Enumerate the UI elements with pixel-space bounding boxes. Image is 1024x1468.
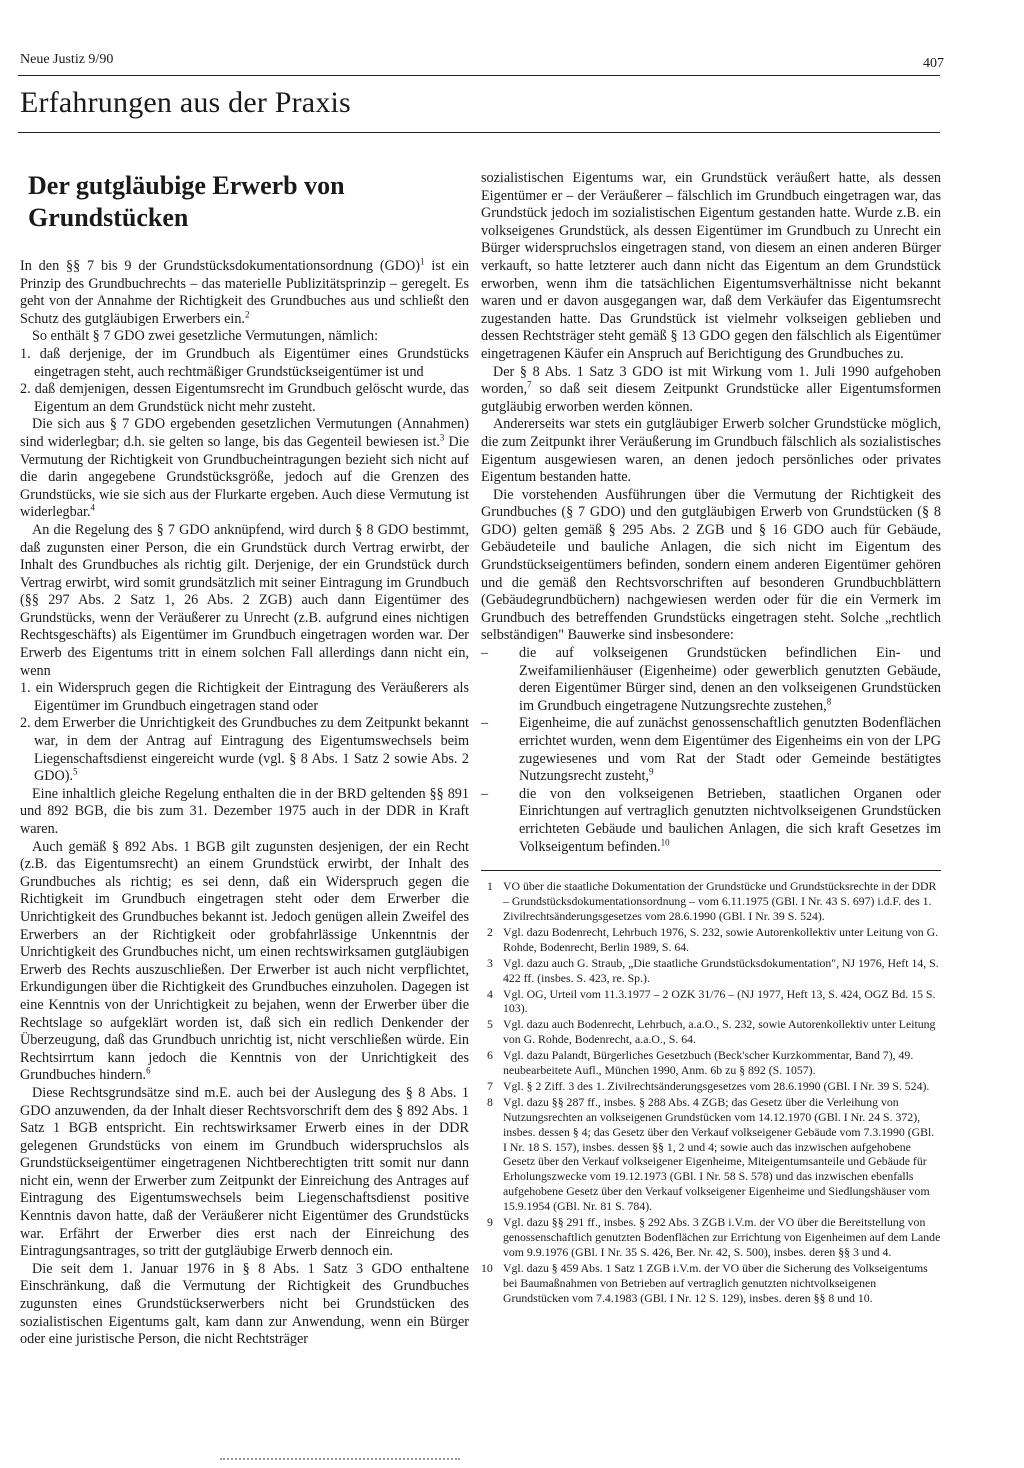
paragraph: Der § 8 Abs. 1 Satz 3 GDO ist mit Wirkung vom 1. Juli 1990 aufgehoben worden,$^7$ so daß seit diesem Zeitpunkt Grundstücke aller Eigentumsformen gutgläubig erworben werden können. — [481, 363, 941, 415]
paragraph: An die Regelung des § 7 GDO anknüpfend, wird durch § 8 GDO bestimmt, daß zugunsten einer Person, die ein Grundstück durch Vertrag erwirbt, der Inhalt des Grundbuches als richtig gilt. Derjenige, der ein Grundstück durch Vertrag erwirbt, wird somit grundsätzlich mit seiner Eintragung im Grundbuch (§§ 297 Abs. 2 Satz 1, 26 Abs. 2 ZGB) auch dann Eigentümer des Grundstücks, wenn der Veräußerer zu Unrecht (z.B. aufgrund eines nichtigen Rechtsgeschäfts) als Eigentümer im Grundbuch eingetragen worden war. Der Erwerb des Eigentums tritt in einem solchen Fall allerdings dann nicht ein, wenn — [20, 521, 469, 679]
footnote-number: 8 — [487, 1094, 493, 1109]
footnote-number: 6 — [487, 1048, 493, 1063]
footnote-text: Vgl. dazu auch G. Straub, „Die staatliche Grundstücksdokumentation", NJ 1976, Heft 14, S. 422 ff. (insbes. S. 423, re. Sp.). — [503, 955, 939, 985]
page-number: 407 — [923, 56, 944, 71]
footnote-item — [481, 1079, 941, 1094]
footnote-item — [481, 1048, 941, 1078]
footnote-item — [481, 879, 941, 924]
section-title: Erfahrungen aus der Praxis — [20, 86, 351, 119]
footnote-text: Vgl. OG, Urteil vom 11.3.1977 – 2 OZK 31/76 – (NJ 1977, Heft 13, S. 424, OGZ Bd. 15 S. 103). — [503, 986, 936, 1016]
footnote-ref[interactable]: 6 — [146, 1065, 151, 1076]
section-rule — [18, 132, 940, 133]
footnote-number: 3 — [487, 955, 493, 970]
footnote-number: 10 — [481, 1260, 493, 1275]
footnote-item — [481, 1215, 941, 1260]
list-item: – die von den volkseigenen Betrieben, staatlichen Organen oder Einrichtungen auf vertraglich genutzten nichtvolkseigenen Grundstücken errichteten Gebäude und baulichen Anlagen, die sich kraft Gesetzes im Volkseigentum befinden.$^{10}$ — [481, 786, 941, 856]
footnote-text: Vgl. dazu §§ 287 ff., insbes. § 288 Abs. 4 ZGB; das Gesetz über die Verleihung von Nutzungsrechten an volkseigenen Grundstücken vom 14.12.1970 (GBl. I Nr. 24 S. 372), insbes. dessen § 4; das Gesetz über den Verkauf volkseigener Gebäude vom 7.3.1990 (GBl. I Nr. 18 S. 157), insbes. dessen §§ 1, 2 und 4; sowie auch das inzwischen aufgehobene Gesetz über den Verkauf volkseigener Eigenheime, Miteigentumsanteile und Gebäude für Erholungszwecke vom 19.12.1973 (GBl. I Nr. 58 S. 578) und das inzwischen ebenfalls aufgehobene Gesetz über den Verkauf volkseigener Eigenheime und Siedlungshäuser vom 15.9.1954 (GBl. Nr. 81 S. 784). — [503, 1094, 935, 1214]
paragraph: Die seit dem 1. Januar 1976 in § 8 Abs. 1 Satz 3 GDO enthaltene Einschränkung, daß die Vermutung der Richtigkeit des Grundbuches zugunsten eines Grundstückserwerbers nicht bei Grundstücken des sozialistischen Eigentums galt, kam dann zur Anwendung, wenn ein Bürger oder eine juristische Person, die nicht Rechtsträger — [20, 1260, 469, 1348]
page-edge-mark — [220, 1458, 460, 1462]
footnote-item — [481, 925, 941, 955]
right-column — [481, 170, 941, 1307]
paragraph: In den §§ 7 bis 9 der Grundstücksdokumentationsordnung (GDO)$^1$ ist ein Prinzip des Grundbuchrechts – das materielle Publizitätsprinzip – geregelt. Es geht von der Annahme der Richtigkeit des Grundbuches aus und schließt den Schutz des gutgläubigen Erwerbers ein.$^2$ — [20, 256, 469, 327]
header-rule — [18, 75, 940, 76]
footnote-text: Vgl. dazu §§ 291 ff., insbes. § 292 Abs. 3 ZGB i.V.m. der VO über die Bereitstellung von genossenschaftlich genutzten Bodenflächen zur Errichtung von Eigenheimen auf dem Lande vom 9.9.1976 (GBl. I Nr. 35 S. 426, Ber. Nr. 42, S. 500), insbes. deren §§ 3 und 4. — [503, 1215, 941, 1259]
footnote-text: Vgl. dazu § 459 Abs. 1 Satz 1 ZGB i.V.m. der VO über die Sicherung des Volkseigentums bei Baumaßnahmen von Betrieben auf vertraglich genutzten nichtvolkseigenen Grundstücken vom 7.4.1983 (GBl. I Nr. 12 S. 129), insbes. deren §§ 8 und 10. — [503, 1260, 928, 1305]
footnote-text: Vgl. dazu Bodenrecht, Lehrbuch 1976, S. 232, sowie Autorenkollektiv unter Leitung von G. Rohde, Bodenrecht, Berlin 1989, S. 64. — [503, 924, 939, 954]
left-column — [20, 170, 469, 1349]
journal-header: Neue Justiz 9/90 — [20, 52, 114, 67]
footnote-ref[interactable]: 4 — [90, 502, 96, 513]
paragraph: Andererseits war stets ein gutgläubiger Erwerb solcher Grundstücke möglich, die zum Zeitpunkt ihrer Veräußerung im Grundbuch fälschlich als sozialistisches Eigentum ausgewiesen waren, an denen jedoch persönliches oder privates Eigentum bestanden hatte. — [481, 416, 941, 486]
list-item: 2. daß demjenigen, dessen Eigentumsrecht im Grundbuch gelöscht wurde, das Eigentum an dem Grundstück nicht mehr zusteht. — [20, 381, 469, 415]
footnote-item — [481, 1095, 941, 1214]
footnotes — [481, 879, 941, 1305]
list-item: – Eigenheime, die auf zunächst genossenschaftlich genutzten Bodenflächen errichtet wurden, wenn dem Eigentümer des Eigenheims ein von der LPG zugewiesenes und vom Rat der Stadt oder Gemeinde bestätigtes Nutzungsrecht zusteht,$^9$ — [481, 715, 941, 785]
list-item: 2. dem Erwerber die Unrichtigkeit des Grundbuches zu dem Zeitpunkt bekannt war, in dem der Antrag auf Eintragung des Eigentumswechsels beim Liegenschaftsdienst eingereicht wurde (vgl. § 8 Abs. 1 Satz 2 sowie Abs. 2 GDO).$^5$ — [20, 715, 469, 785]
footnote-item — [481, 987, 941, 1017]
paragraph: sozialistischen Eigentums war, ein Grundstück veräußert hatte, als dessen Eigentümer er – der Veräußerer – fälschlich im Grundbuch eingetragen war, das Grundstück jedoch im sozialistischen Eigentum gestanden hatte. Wurde z.B. ein volkseigenes Grundstück, als dessen Eigentümer im Grundbuch zu Unrecht ein Bürger widerspruchslos eingetragen stand, von diesem an einen anderen Bürger verkauft, so hatte letzterer auch dann nicht das Eigentum an dem Grundstück erworben, wenn ihm die tatsächlichen Eigentumsverhältnisse nicht bekannt waren und er davon ausgegangen war, daß dem Verkäufer das Eigentumsrecht zugestanden hatte. Das Grundstück ist vielmehr volkseigen geblieben und dessen Rechtsträger steht gemäß § 13 GDO gegen den fälschlich als Eigentümer eingetragenen Käufer ein Anspruch auf Berichtigung des Grundbuches zu. — [481, 170, 941, 362]
footnote-text: Vgl. § 2 Ziff. 3 des 1. Zivilrechtsänderungsgesetzes vom 28.6.1990 (GBl. I Nr. 39 S. 524). — [503, 1078, 930, 1093]
building-list — [481, 645, 941, 856]
footnote-number: 9 — [487, 1215, 493, 1230]
paragraph: So enthält § 7 GDO zwei gesetzliche Vermutungen, nämlich: — [32, 328, 379, 345]
footnote-ref[interactable]: 5 — [73, 766, 78, 777]
paragraph: Eine inhaltlich gleiche Regelung enthalten die in der BRD geltenden §§ 891 und 892 BGB, die bis zum 31. Dezember 1975 auch in der DDR in Kraft waren. — [20, 785, 469, 837]
footnote-rule — [481, 870, 941, 871]
footnote-text: Vgl. dazu auch Bodenrecht, Lehrbuch, a.a.O., S. 232, sowie Autorenkollektiv unter Leitung von G. Rohde, Bodenrecht, a.a.O., S. 64. — [503, 1017, 936, 1047]
footnote-text: VO über die staatliche Dokumentation der Grundstücke und Grundstücksrechte in der DDR – Grundstücksdokumentationsordnung – vom 6.11.1975 (GBl. I Nr. 43 S. 697) i.d.F. des 1. Zivilrechtsänderungsgesetzes vom 28.6.1990 (GBl. I Nr. 39 S. 524). — [503, 879, 937, 923]
footnote-number: 5 — [487, 1017, 493, 1032]
footnote-ref[interactable]: 8 — [826, 696, 832, 707]
footnote-ref[interactable]: 3 — [439, 432, 445, 443]
footnote-item — [481, 1017, 941, 1047]
footnote-ref[interactable]: 2 — [244, 309, 250, 320]
footnote-ref[interactable]: 10 — [660, 836, 670, 847]
footnote-item — [481, 956, 941, 986]
footnote-number: 1 — [487, 879, 493, 894]
paragraph: Diese Rechtsgrundsätze sind m.E. auch bei der Auslegung des § 8 Abs. 1 GDO anzuwenden, da der Inhalt dieser Rechtsvorschrift dem des § 892 Abs. 1 Satz 1 BGB entspricht. Ein rechtswirksamer Erwerb eines in der DDR gelegenen Grundstücks von einem im Grundbuch widerspruchslos als Grundstückseigentümer eingetragenen Nichtberechtigten tritt somit nur dann nicht ein, wenn der Erwerber zum Zeitpunkt der Einreichung des Antrages auf Eintragung des Eigentumswechsels beim Liegenschaftsdienst positive Kenntnis davon hatte, daß der Veräußerer nicht Eigentümer des Grundstücks war. Erfährt der Erwerber dies erst nach der Einreichung des Eintragungsantrages, so tritt der gutgläubige Erwerb dennoch ein. — [20, 1084, 469, 1260]
paragraph: Auch gemäß § 892 Abs. 1 BGB gilt zugunsten desjenigen, der ein Recht (z.B. das Eigentumsrecht) an einem Grundstück erwirbt, der Inhalt des Grundbuches als richtig; es sei denn, daß ein Widerspruch gegen die Richtigkeit im Grundbuch eingetragen steht oder dem Erwerber die Unrichtigkeit des Grundbuches bekannt ist. Jedoch genügen allein Zweifel des Erwerbers an der Richtigkeit oder grobfahrlässige Unkenntnis der Unrichtigkeit des Grundbuches nicht, um einen rechtswirksamen gutgläubigen Erwerb des Rechts auszuschließen. Der Erwerber ist auch nicht verpflichtet, Erkundigungen über die Richtigkeit des Grundbuches einzuholen. Dagegen ist eine Kenntnis von der Unrichtigkeit zu bejahen, wenn der Erwerber über die Rechtslage so aufgeklärt worden ist, daß sich ein redlich Denkender der Überzeugung, daß das Grundbuch unrichtig ist, nicht verschließen würde. Ein Rechtsirrtum kann jedoch die Kenntnis von der Unrichtigkeit des Grundbuches hindern.$^6$ — [20, 838, 469, 1084]
list-item: 1. daß derjenige, der im Grundbuch als Eigentümer eines Grundstücks eingetragen steht, auch rechtmäßiger Grundstückseigentümer ist und — [20, 345, 469, 380]
footnote-ref[interactable]: 1 — [420, 256, 425, 267]
footnote-ref[interactable]: 7 — [527, 379, 532, 390]
footnote-number: 7 — [487, 1078, 493, 1093]
footnote-text: Vgl. dazu Palandt, Bürgerliches Gesetzbuch (Beck'scher Kurzkommentar, Band 7), 49. neubearbeitete Aufl., München 1990, Anm. 6b zu § 892 (S. 1057). — [503, 1048, 914, 1078]
list-item: 1. ein Widerspruch gegen die Richtigkeit der Eintragung des Veräußerers als Eigentümer im Grundbuch eingetragen stand oder — [20, 680, 469, 714]
footnote-number: 2 — [487, 924, 493, 939]
list-item: – die auf volkseigenen Grundstücken befindlichen Ein- und Zweifamilienhäuser (Eigenheime) oder gewerblich genutzten Gebäude, deren Eigentümer Bürger sind, denen an den volkseigenen Grundstücken im Grundbuch eingetragene Nutzungsrechte zustehen,$^8$ — [481, 645, 941, 715]
article-title: Der gutgläubige Erwerb von Grundstücken — [28, 171, 345, 232]
footnote-number: 4 — [487, 986, 493, 1001]
paragraph: Die vorstehenden Ausführungen über die Vermutung der Richtigkeit des Grundbuches (§ 7 GDO) und den gutgläubigen Erwerb von Grundstücken (§ 8 GDO) gelten gemäß § 295 Abs. 2 ZGB und § 16 GDO auch für Gebäude, Gebäudeteile und bauliche Anlagen, die sich nicht im Eigentum des Grundstückseigentümers befinden, sondern einem anderen Eigentümer gehören und die gemäß den Rechtsvorschriften auf besonderen Grundbuchblättern (Gebäudegrundbüchern) nachgewiesen werden oder für die ein Vermerk im Grundbuch des betreffenden Grundstücks eingetragen steht. Solche „rechtlich selbständigen" Bauwerke sind insbesondere: — [481, 486, 941, 644]
footnote-item — [481, 1261, 941, 1306]
paragraph: Die sich aus § 7 GDO ergebenden gesetzlichen Vermutungen (Annahmen) sind widerlegbar; d.h. sie gelten so lange, bis das Gegenteil bewiesen ist.$^3$ Die Vermutung der Richtigkeit von Grundbucheintragungen bezieht sich nicht auf die darin angegebene Grundstücksgröße, jedoch auf die Grenzen des Grundstücks, wie sie sich aus der Flurkarte ergeben. Auch diese Vermutung ist widerlegbar.$^4$ — [20, 416, 469, 521]
footnote-ref[interactable]: 9 — [649, 766, 654, 777]
